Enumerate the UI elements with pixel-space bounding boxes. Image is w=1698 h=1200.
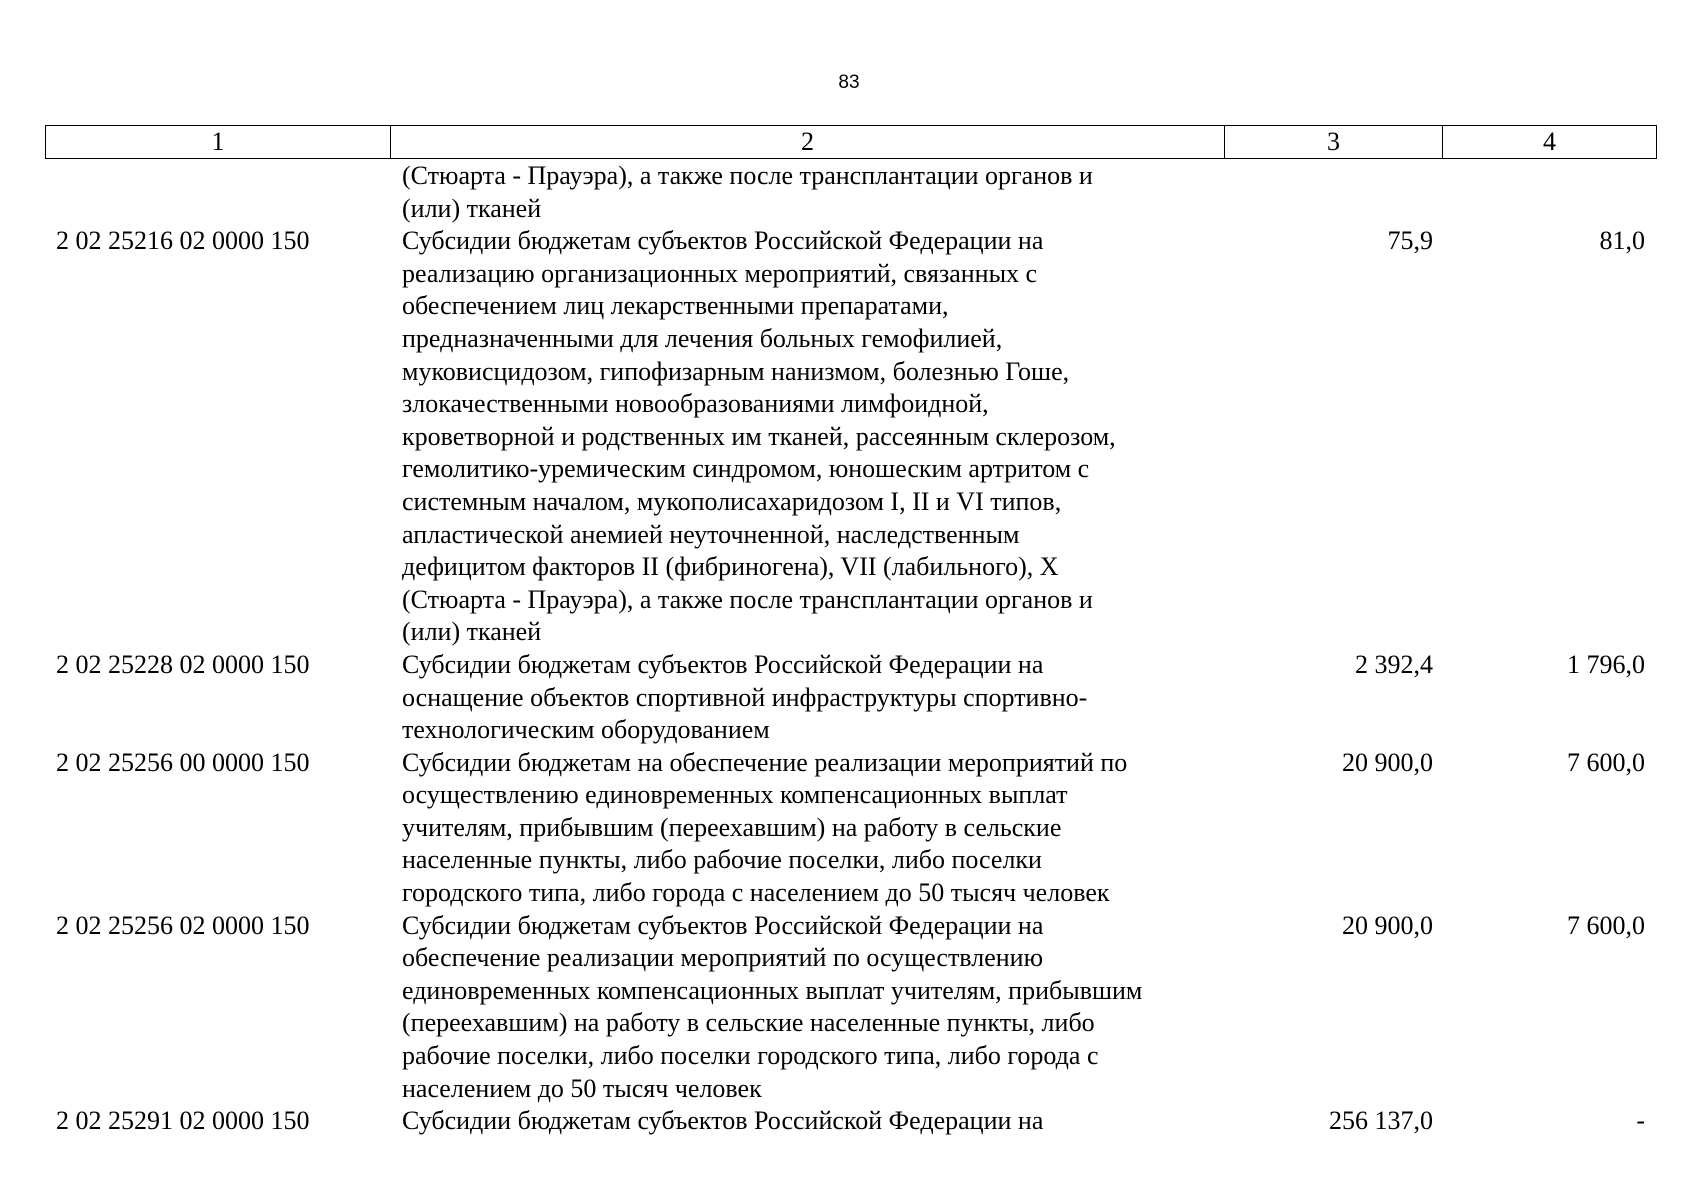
amount-column-4: 1 796,0 [1567,649,1645,679]
income-name-line: кроветворной и родственных им тканей, рассеянным склерозом, [402,421,1116,451]
amount-column-4: 7 600,0 [1567,910,1645,940]
budget-code: 2 02 25228 02 0000 150 [56,649,310,679]
income-name-line: оснащение объектов спортивной инфраструктуры спортивно- [402,682,1088,712]
income-name-line: рабочие поселки, либо поселки городского типа, либо города с [402,1041,1099,1071]
column-header-row [46,126,1657,159]
income-name-line: дефицитом факторов II (фибриногена), VII (лабильного), X [402,552,1059,582]
income-name-line: системным началом, мукополисахаридозом I, II и VI типов, [402,486,1062,516]
table-body [45,160,1656,1138]
income-name-line: (Стюарта - Прауэра), а также после трансплантации органов и [402,161,1093,190]
amount-column-4: 81,0 [1599,226,1645,256]
amount-column-3: 20 900,0 [1342,747,1433,777]
income-name [391,1105,1225,1138]
column-header-1: 1 [46,126,391,159]
income-name-line: Субсидии бюджетам на обеспечение реализации мероприятий по [402,747,1128,777]
amount-column-3: 2 392,4 [1355,649,1433,679]
budget-code: 2 02 25256 00 0000 150 [56,747,310,777]
income-name [391,747,1225,910]
amount-column-4: - [1636,1106,1645,1136]
amount-column-3: 75,9 [1387,226,1433,256]
column-header-4: 4 [1443,126,1657,159]
budget-code: 2 02 25216 02 0000 150 [56,226,310,256]
table-row [45,225,1656,649]
income-name-line: Субсидии бюджетам субъектов Российской Федерации на [402,649,1044,679]
income-name-line: Субсидии бюджетам субъектов Российской Федерации на [402,226,1044,256]
amount-column-3: 256 137,0 [1329,1106,1433,1136]
table-row [45,1105,1656,1138]
table-row [45,649,1656,747]
income-name [391,160,1225,225]
income-name-line: единовременных компенсационных выплат учителям, прибывшим [402,975,1143,1005]
income-name-line: (переехавшим) на работу в сельские населенные пункты, либо [402,1008,1095,1038]
income-name-line: осуществлению единовременных компенсационных выплат [402,780,1068,810]
column-header-3: 3 [1225,126,1443,159]
income-name-line: городского типа, либо города с населением до 50 тысяч человек [402,878,1110,908]
income-name [391,225,1225,649]
amount-column-3: 20 900,0 [1342,910,1433,940]
income-name-line: апластической анемией неуточненной, наследственным [402,519,1020,549]
budget-code: 2 02 25291 02 0000 150 [56,1106,310,1136]
income-name-line: злокачественными новообразованиями лимфоидной, [402,389,989,419]
column-header-2: 2 [391,126,1225,159]
income-name-line: муковисцидозом, гипофизарным нанизмом, болезнью Гоше, [402,356,1070,386]
income-name-line: технологическим оборудованием [402,715,770,745]
page-number: 83 [838,72,860,93]
income-name-line: предназначенными для лечения больных гемофилией, [402,323,1003,353]
income-name-line: населенные пункты, либо рабочие поселки, либо поселки [402,845,1042,875]
column-header-table [45,125,1657,159]
table-row [45,910,1656,1106]
income-name [391,910,1225,1106]
table-row [45,747,1656,910]
amount-column-4: 7 600,0 [1567,747,1645,777]
income-name-line: Субсидии бюджетам субъектов Российской Федерации на [402,1106,1044,1136]
income-name-line: (или) тканей [402,193,542,223]
table-row [45,160,1656,225]
income-name-line: гемолитико-уремическим синдромом, юношеским артритом с [402,454,1090,484]
income-name [391,649,1225,747]
income-name-line: Субсидии бюджетам субъектов Российской Федерации на [402,910,1044,940]
income-name-line: обеспечение реализации мероприятий по осуществлению [402,943,1044,973]
income-name-line: населением до 50 тысяч человек [402,1073,762,1103]
income-name-line: (Стюарта - Прауэра), а также после трансплантации органов и [402,584,1093,614]
budget-code: 2 02 25256 02 0000 150 [56,910,310,940]
income-name-line: (или) тканей [402,617,542,647]
income-name-line: обеспечением лиц лекарственными препаратами, [402,291,949,321]
income-name-line: реализацию организационных мероприятий, связанных с [402,258,1038,288]
income-name-line: учителям, прибывшим (переехавшим) на работу в сельские [402,812,1062,842]
